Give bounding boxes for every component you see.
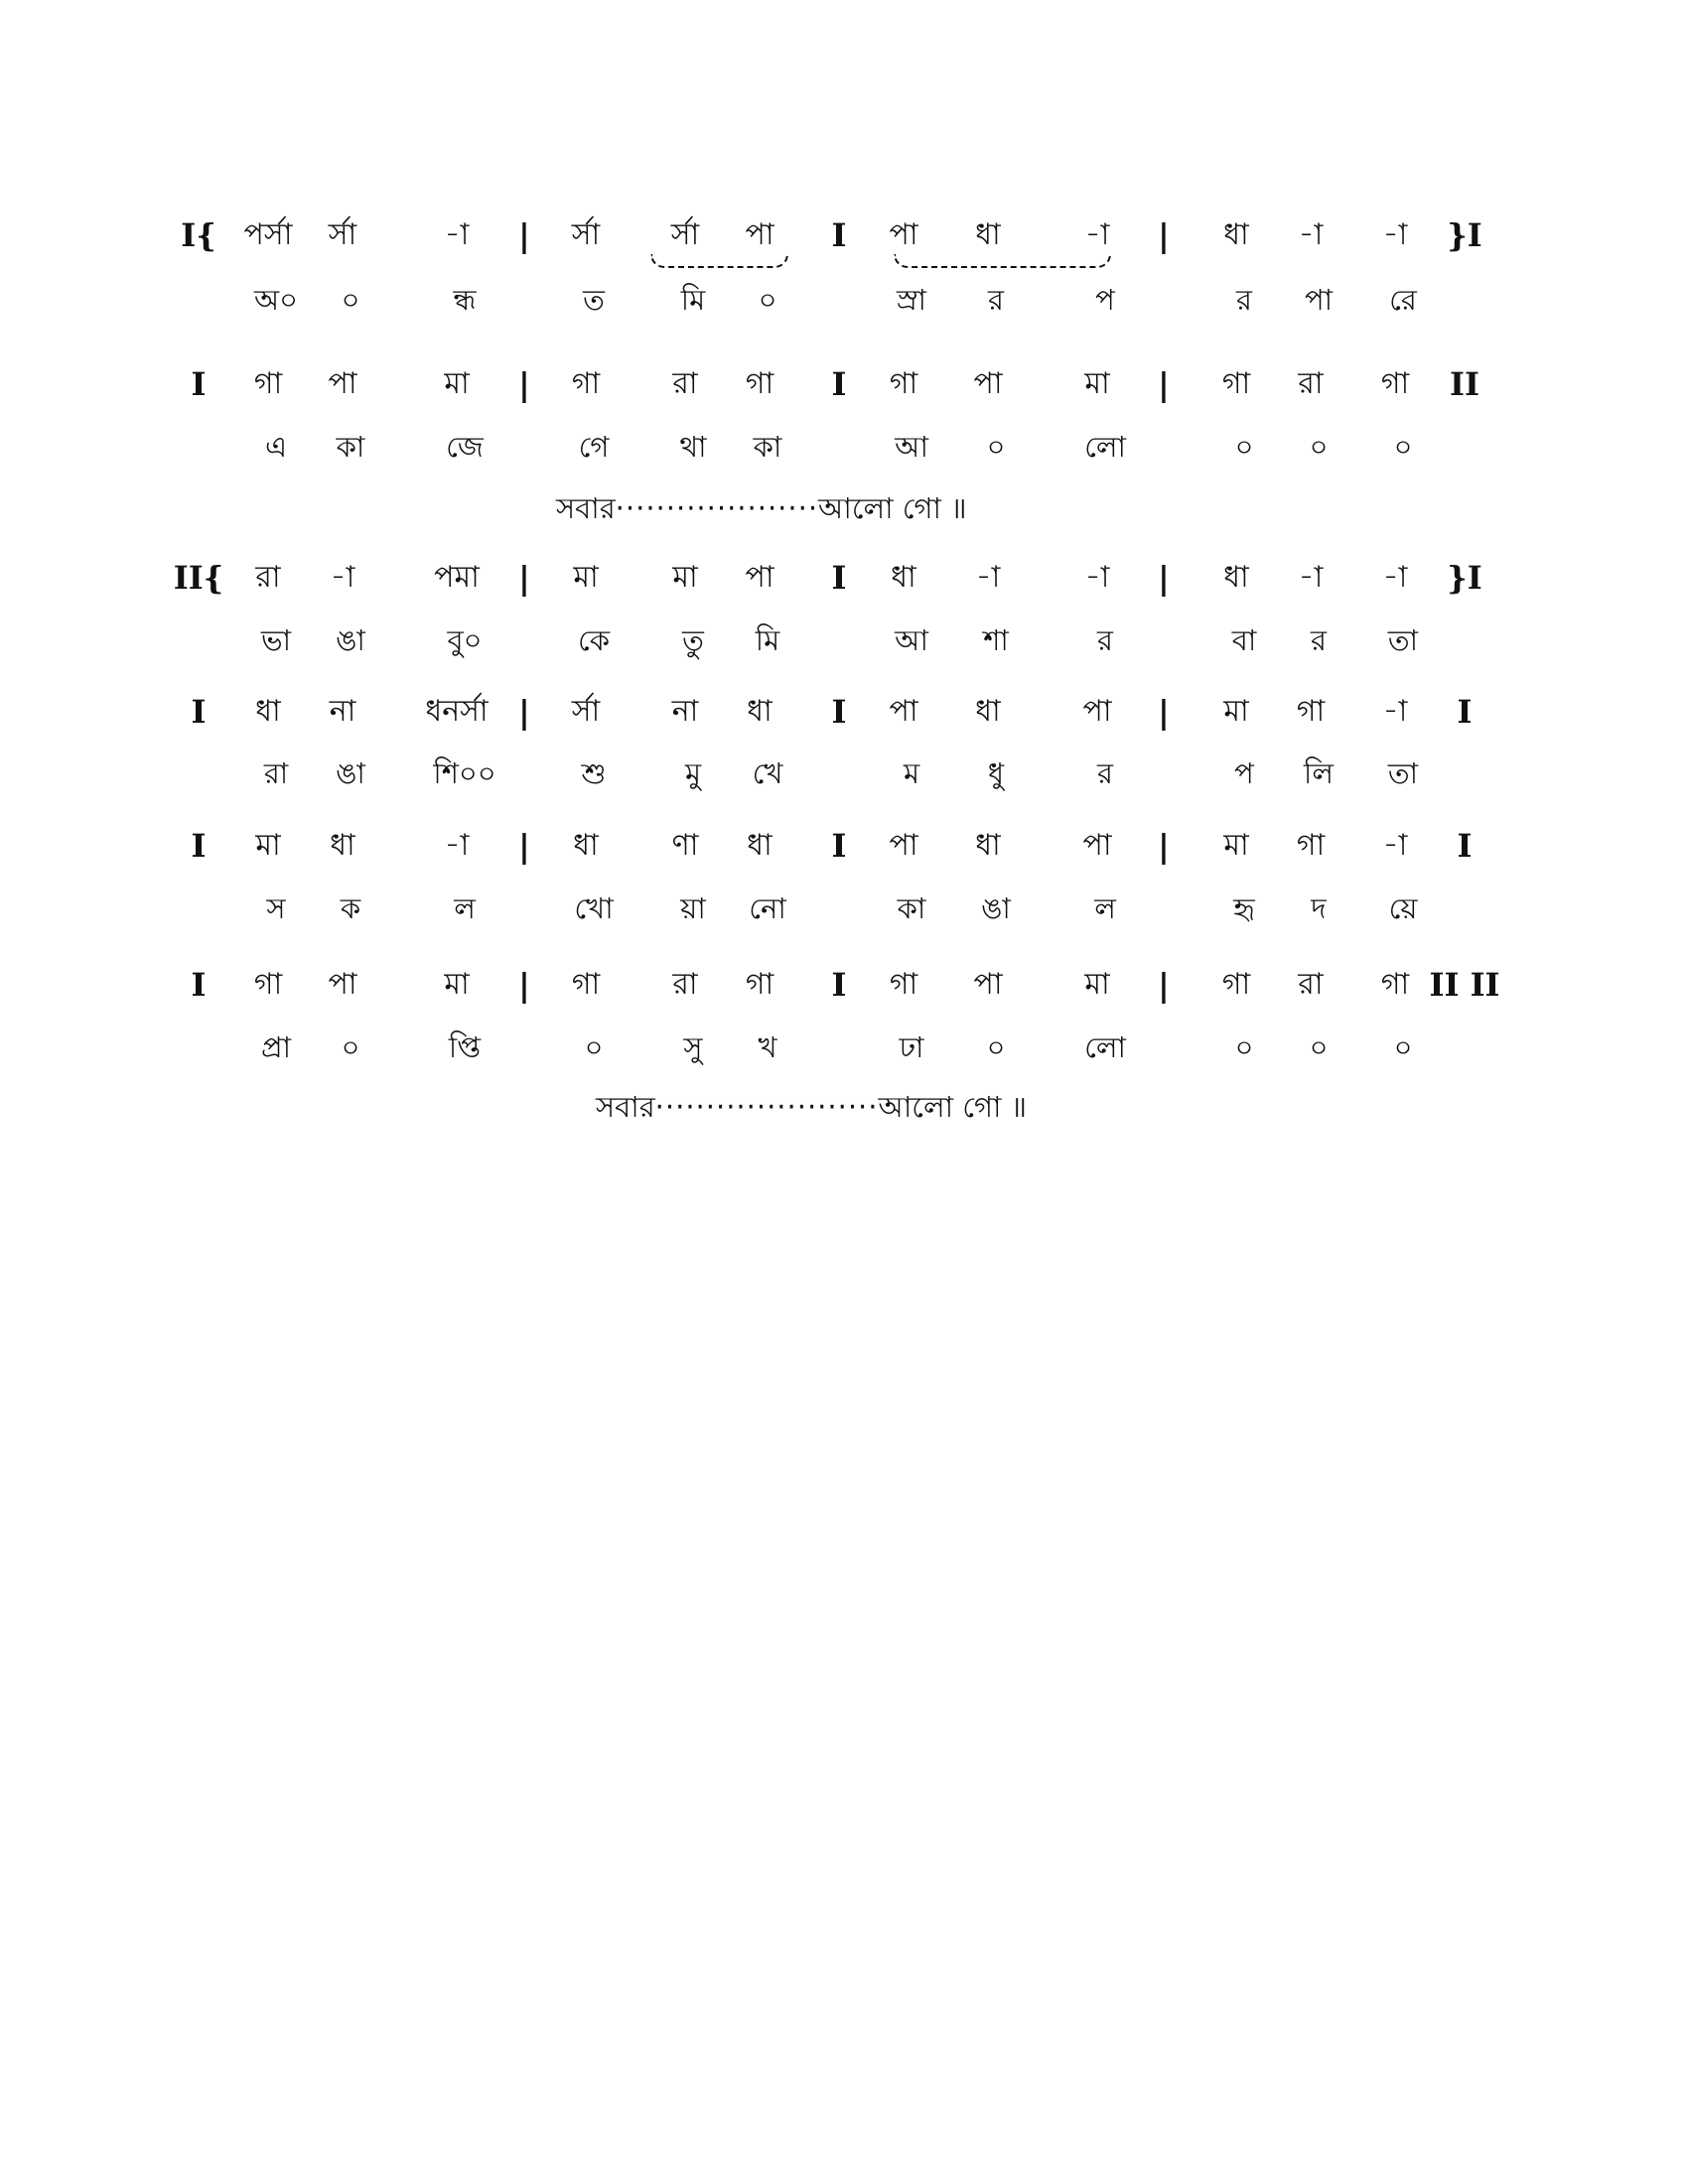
bar-separator: I	[831, 365, 847, 403]
lyric-syllable: ০	[986, 430, 1006, 464]
bar-separator: |	[1158, 966, 1170, 1004]
measure-start-marker: I	[191, 966, 207, 1004]
lyric-syllable: ০	[1309, 1030, 1329, 1064]
lyric-syllable: প	[1095, 283, 1115, 317]
lyric-syllable: নো	[749, 891, 786, 925]
swara-note: রা	[1298, 366, 1324, 401]
lyric-syllable: ০	[986, 1030, 1006, 1064]
swara-note: পা	[889, 828, 918, 863]
swara-note: পা	[973, 967, 1003, 1002]
refrain-start: সবার	[556, 491, 616, 525]
swara-note: -া	[1084, 217, 1110, 252]
slur-mark	[650, 254, 788, 268]
swara-note: র্সা	[571, 217, 601, 252]
lyric-syllable: ন্ধ	[453, 283, 477, 317]
swara-note: গা	[253, 366, 283, 401]
lyric-syllable: ঙা	[336, 623, 365, 657]
swara-note: গা	[1380, 967, 1410, 1002]
measure-end-marker: }I	[1447, 559, 1482, 597]
lyric-syllable: ঢা	[899, 1030, 924, 1064]
bar-separator: |	[518, 966, 530, 1004]
swara-note: গা	[1296, 694, 1326, 729]
swara-note: পা	[973, 366, 1003, 401]
swara-note: মা	[1223, 694, 1249, 729]
bar-separator: I	[831, 966, 847, 1004]
swara-note: পর্সা	[243, 217, 293, 252]
bar-separator: I	[831, 827, 847, 865]
lyric-syllable: ০	[1393, 1030, 1413, 1064]
lyric-syllable: স্রা	[897, 283, 926, 317]
swara-note: মা	[672, 560, 698, 595]
lyric-syllable: আ	[895, 430, 928, 464]
swara-note: রা	[1298, 967, 1324, 1002]
swara-note: রা	[672, 967, 698, 1002]
lyric-syllable: তা	[1387, 623, 1419, 657]
swara-note: গা	[1296, 828, 1326, 863]
swara-note: -া	[330, 560, 355, 595]
swara-note: পা	[1082, 694, 1112, 729]
lyric-syllable: র	[988, 283, 1004, 317]
lyric-syllable: লো	[1084, 430, 1126, 464]
swara-note: ধা	[891, 560, 916, 595]
lyric-syllable: খে	[752, 756, 783, 790]
swara-note: ধা	[330, 828, 355, 863]
measure-start-marker: I{	[181, 216, 216, 254]
swara-note: গা	[571, 967, 601, 1002]
swara-note: -া	[975, 560, 1001, 595]
measure-start-marker: I	[191, 693, 207, 731]
lyric-syllable: পা	[1304, 283, 1334, 317]
swara-note: র্সা	[571, 694, 601, 729]
lyric-syllable: খো	[574, 891, 614, 925]
bar-separator: |	[518, 827, 530, 865]
swara-note: -া	[444, 828, 470, 863]
refrain-dots: ······················	[654, 1090, 879, 1124]
bar-separator: I	[831, 216, 847, 254]
lyric-syllable: রা	[263, 756, 289, 790]
lyric-syllable: রে	[1389, 283, 1417, 317]
lyric-syllable: শি০০	[433, 756, 496, 790]
swara-note: মা	[1084, 967, 1110, 1002]
refrain-line	[556, 491, 967, 525]
swara-note: র্সা	[670, 217, 700, 252]
swara-note: পা	[1082, 828, 1112, 863]
refrain-line	[596, 1090, 1027, 1124]
measure-end-marker: I	[1457, 693, 1473, 731]
bar-separator: |	[518, 365, 530, 403]
swara-note: গা	[571, 366, 601, 401]
swara-note: মা	[1223, 828, 1249, 863]
swara-note: গা	[1380, 366, 1410, 401]
swara-note: মা	[1084, 366, 1110, 401]
lyric-syllable: হৃ	[1233, 891, 1255, 925]
lyric-syllable: তা	[1387, 756, 1419, 790]
swara-note: -া	[1382, 694, 1408, 729]
swara-note: -া	[444, 217, 470, 252]
slur-mark	[894, 254, 1111, 268]
bar-separator: |	[1158, 365, 1170, 403]
swara-note: ধা	[1223, 560, 1249, 595]
refrain-start: সবার	[596, 1090, 655, 1124]
lyric-syllable: র	[1097, 623, 1113, 657]
lyric-syllable: শু	[581, 756, 607, 790]
lyric-syllable: মু	[684, 756, 702, 790]
swara-note: -া	[1382, 828, 1408, 863]
measure-start-marker: I	[191, 827, 207, 865]
lyric-syllable: য়া	[680, 891, 706, 925]
swara-note: -া	[1382, 217, 1408, 252]
swara-note: -া	[1298, 560, 1324, 595]
lyric-syllable: ঙা	[336, 756, 365, 790]
lyric-syllable: স	[266, 891, 286, 925]
bar-separator: I	[831, 693, 847, 731]
lyric-syllable: লি	[1304, 756, 1334, 790]
lyric-syllable: ০	[1309, 430, 1329, 464]
swara-note: পা	[328, 366, 357, 401]
swara-note: গা	[889, 366, 918, 401]
lyric-syllable: ০	[1234, 1030, 1254, 1064]
bar-separator: |	[1158, 827, 1170, 865]
swara-note: না	[671, 694, 699, 729]
bar-separator: |	[518, 693, 530, 731]
lyric-syllable: জে	[446, 430, 484, 464]
lyric-syllable: সু	[683, 1030, 703, 1064]
swara-note: র্সা	[328, 217, 357, 252]
refrain-end: আলো গো ॥	[818, 491, 967, 525]
measure-end-marker: }I	[1447, 216, 1482, 254]
lyric-syllable: বু০	[447, 623, 483, 657]
lyric-syllable: মি	[755, 623, 780, 657]
lyric-syllable: দ	[1311, 891, 1327, 925]
bar-separator: |	[518, 216, 530, 254]
measure-end-marker: II II	[1429, 966, 1500, 1004]
lyric-syllable: ক	[340, 891, 361, 925]
swara-note: রা	[672, 366, 698, 401]
lyric-syllable: য়ে	[1388, 891, 1418, 925]
swara-note: গা	[253, 967, 283, 1002]
lyric-syllable: তু	[682, 623, 704, 657]
lyric-syllable: কা	[336, 430, 365, 464]
lyric-syllable: ০	[758, 283, 777, 317]
measure-end-marker: II	[1450, 365, 1479, 403]
swara-note: ধা	[975, 217, 1001, 252]
lyric-syllable: ঙা	[981, 891, 1011, 925]
lyric-syllable: প্তি	[448, 1030, 482, 1064]
swara-note: পা	[328, 967, 357, 1002]
swara-note: পা	[889, 217, 918, 252]
lyric-syllable: কে	[577, 623, 611, 657]
swara-note: ধনর্সা	[425, 694, 489, 729]
swara-note: -া	[1298, 217, 1324, 252]
bar-separator: |	[1158, 693, 1170, 731]
lyric-syllable: ম	[903, 756, 920, 790]
lyric-syllable: কা	[897, 891, 926, 925]
lyric-syllable: শা	[983, 623, 1009, 657]
bar-separator: I	[831, 559, 847, 597]
lyric-syllable: র	[1097, 756, 1113, 790]
lyric-syllable: ধু	[987, 756, 1005, 790]
lyric-syllable: ০	[341, 1030, 360, 1064]
lyric-syllable: ল	[454, 891, 476, 925]
swara-note: না	[329, 694, 356, 729]
measure-start-marker: II{	[173, 559, 224, 597]
lyric-syllable: ত	[583, 283, 605, 317]
swara-note: ধা	[975, 694, 1001, 729]
swara-note: পা	[745, 560, 774, 595]
refrain-dots: ····················	[615, 491, 819, 525]
measure-start-marker: I	[191, 365, 207, 403]
swara-note: পা	[889, 694, 918, 729]
lyric-syllable: থা	[679, 430, 707, 464]
lyric-syllable: র	[1311, 623, 1327, 657]
refrain-end: আলো গো ॥	[878, 1090, 1028, 1124]
swara-note: ধা	[975, 828, 1001, 863]
swara-note: ধা	[747, 828, 773, 863]
swara-note: মা	[444, 967, 470, 1002]
lyric-syllable: গে	[578, 430, 610, 464]
measure-end-marker: I	[1457, 827, 1473, 865]
swara-note: গা	[1221, 967, 1251, 1002]
lyric-syllable: ০	[1393, 430, 1413, 464]
swara-note: -া	[1382, 560, 1408, 595]
lyric-syllable: এ	[264, 430, 288, 464]
swara-note: রা	[255, 560, 281, 595]
swara-note: ধা	[1223, 217, 1249, 252]
lyric-syllable: ০	[341, 283, 360, 317]
lyric-syllable: বা	[1231, 623, 1257, 657]
lyric-syllable: মি	[680, 283, 706, 317]
swara-note: মা	[444, 366, 470, 401]
swara-note: গা	[1221, 366, 1251, 401]
lyric-syllable: খ	[758, 1030, 777, 1064]
swara-note: পা	[745, 217, 774, 252]
swara-note: ণা	[671, 828, 699, 863]
lyric-syllable: কা	[753, 430, 782, 464]
swara-note: ধা	[573, 828, 599, 863]
swara-note: ধা	[747, 694, 773, 729]
lyric-syllable: ভা	[260, 623, 292, 657]
swara-note: ধা	[255, 694, 281, 729]
lyric-syllable: আ	[895, 623, 928, 657]
swara-note: মা	[255, 828, 281, 863]
lyric-syllable: লো	[1084, 1030, 1126, 1064]
swara-note: মা	[573, 560, 599, 595]
lyric-syllable: প্রা	[260, 1030, 292, 1064]
lyric-syllable: র	[1236, 283, 1252, 317]
lyric-syllable: ০	[584, 1030, 604, 1064]
lyric-syllable: অ০	[254, 283, 298, 317]
lyric-syllable: ০	[1234, 430, 1254, 464]
swara-note: গা	[745, 967, 774, 1002]
swara-note: গা	[745, 366, 774, 401]
bar-separator: |	[1158, 216, 1170, 254]
lyric-syllable: প	[1234, 756, 1254, 790]
lyric-syllable: ল	[1094, 891, 1116, 925]
swara-note: গা	[889, 967, 918, 1002]
swara-note: পমা	[434, 560, 480, 595]
swara-note: -া	[1084, 560, 1110, 595]
bar-separator: |	[518, 559, 530, 597]
bar-separator: |	[1158, 559, 1170, 597]
